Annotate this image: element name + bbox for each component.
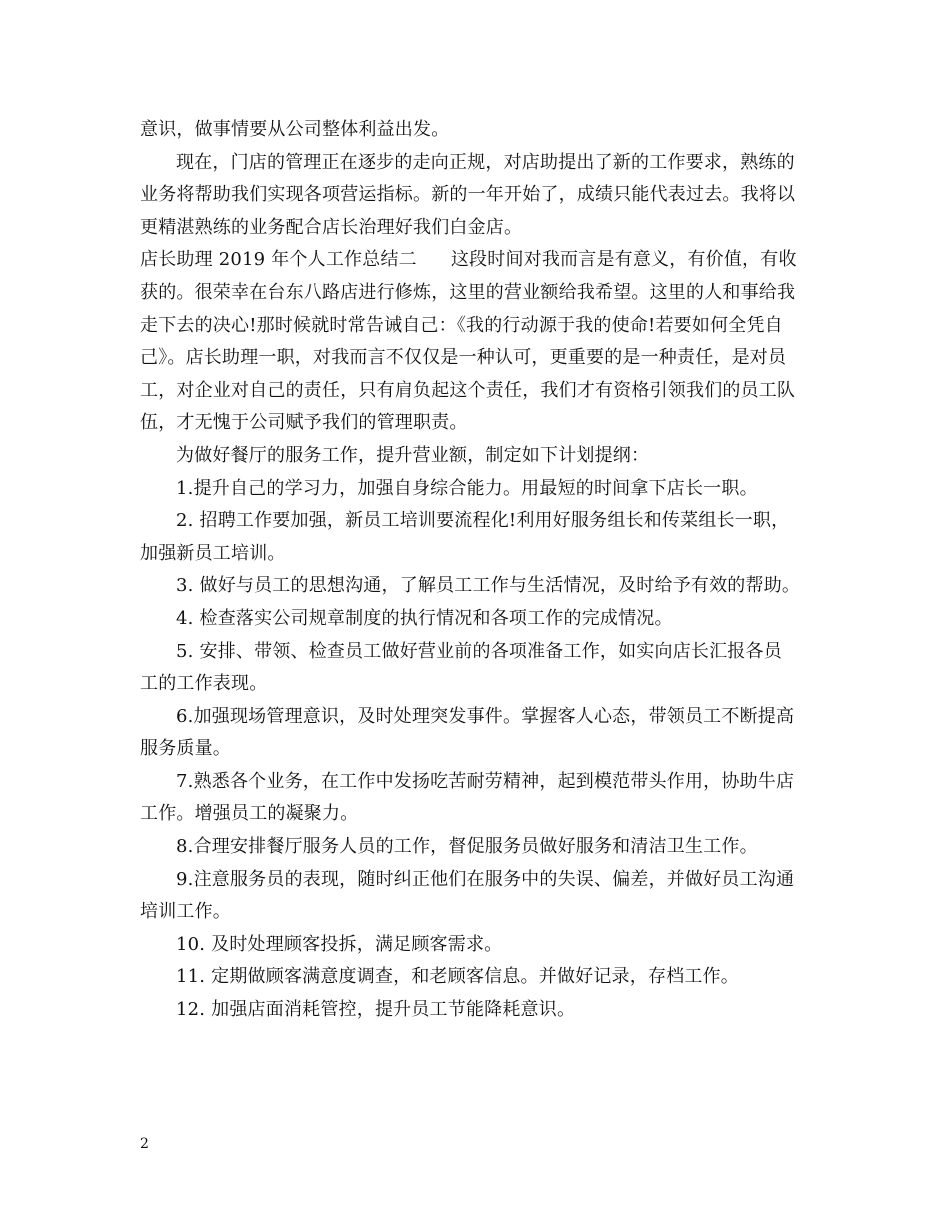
- list-item: 6.加强现场管理意识，及时处理突发事件。掌握客人心态，带领员工不断提高: [176, 705, 795, 727]
- list-continuation: 工作。增强员工的凝聚力。: [140, 803, 359, 825]
- text-line: 业务将帮助我们实现各项营运指标。新的一年开始了，成绩只能代表过去。我将以: [140, 184, 796, 206]
- summary-title: 店长助理 2019 年个人工作总结二: [140, 249, 417, 271]
- text-line: 走下去的决心!那时候就时常告诫自己：《我的行动源于我的使命!若要如何全凭自: [140, 314, 783, 336]
- document-body: [140, 114, 815, 1027]
- list-continuation: 工的工作表现。: [140, 673, 268, 695]
- text-line: 获的。很荣幸在台东八路店进行修炼，这里的营业额给我希望。这里的人和事给我: [140, 281, 796, 303]
- paragraph-line: 现在，门店的管理正在逐步的走向正规，对店助提出了新的工作要求，熟练的: [176, 151, 795, 173]
- text-line: 更精湛熟练的业务配合店长治理好我们白金店。: [140, 216, 523, 238]
- text-line: 意识，做事情要从公司整体利益出发。: [140, 119, 450, 140]
- page-number: 2: [140, 1136, 149, 1152]
- list-item: 10. 及时处理顾客投拆，满足顾客需求。: [176, 933, 503, 955]
- list-item: 9.注意服务员的表现，随时纠正他们在服务中的失误、偏差，并做好员工沟通: [176, 868, 795, 890]
- text-line: 伍，才无愧于公司赋予我们的管理职责。: [140, 412, 468, 434]
- paragraph-line: 为做好餐厅的服务工作，提升营业额，制定如下计划提纲：: [176, 444, 650, 466]
- list-item: 4. 检查落实公司规章制度的执行情况和各项工作的完成情况。: [176, 607, 673, 629]
- list-item: 12. 加强店面消耗管控，提升员工节能降耗意识。: [176, 999, 576, 1021]
- title-line: [140, 244, 815, 277]
- list-item: 1.提升自己的学习力，加强自身综合能力。用最短的时间拿下店长一职。: [176, 477, 758, 499]
- list-continuation: 加强新员工培训。: [140, 542, 286, 564]
- list-continuation: 服务质量。: [140, 738, 231, 760]
- list-item: 3. 做好与员工的思想沟通，了解员工工作与生活情况，及时给予有效的帮助。: [176, 575, 801, 597]
- list-continuation: 培训工作。: [140, 901, 231, 923]
- list-item: 8.合理安排餐厅服务人员的工作，督促服务员做好服务和清洁卫生工作。: [176, 836, 758, 858]
- list-item: 11. 定期做顾客满意度调查，和老顾客信息。并做好记录，存档工作。: [176, 966, 739, 988]
- list-item: 5. 安排、带领、检查员工做好营业前的各项准备工作，如实向店长汇报各员: [176, 640, 782, 662]
- summary-opening-text: 这段时间对我而言是有意义，有价值，有收: [450, 249, 797, 271]
- list-item: 7.熟悉各个业务，在工作中发扬吃苦耐劳精神，起到模范带头作用，协助牛店: [176, 770, 795, 792]
- text-line: 己》。店长助理一职，对我而言不仅仅是一种认可，更重要的是一种责任，是对员: [140, 347, 787, 369]
- list-item: 2. 招聘工作要加强，新员工培训要流程化!利用好服务组长和传菜组长一职，: [176, 510, 790, 532]
- text-line: 工，对企业对自己的责任，只有肩负起这个责任，我们才有资格引领我们的员工队: [140, 379, 796, 401]
